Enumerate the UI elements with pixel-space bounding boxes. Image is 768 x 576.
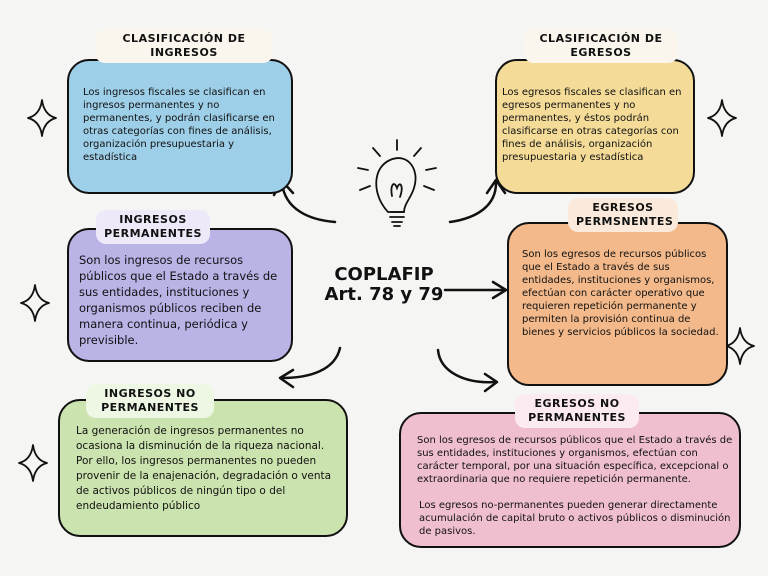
center-title [318,265,450,305]
sparkle-icon [708,100,736,136]
clasificacion-egresos-title: CLASIFICACIÓN DE EGRESOS [524,29,678,63]
sparkle-icon [28,100,56,136]
egresos-permanentes-title: EGRESOS PERMSNENTES [568,198,678,232]
sparkle-icon [726,328,754,364]
ingresos-no-permanentes-title: INGRESOS NO PERMANENTES [86,384,214,418]
clasificacion-ingresos-title: CLASIFICACIÓN DE INGRESOS [95,29,273,63]
egresos-permanentes-text: Son los egresos de recursos públicos que el Estado a través de sus entidades, instituciones y organismos, efectúan con carácter operativo que requieren repetición permanente y permiten la provisión continua de bienes y servicios públicos la sociedad. [522,249,719,338]
egresos-no-permanentes-text-2: Los egresos no-permanentes pueden generar directamente acumulación de capital bruto o activos públicos o disminución de pasivos. [419,500,731,537]
arrow-to-egresos-no-permanentes [438,350,496,382]
sparkle-icon [21,285,49,321]
egresos-no-permanentes-text: Son los egresos de recursos públicos que el Estado a través de sus entidades, instituciones y organismos, efectúan con carácter temporal, por una situación específica, excepcional o extraordinaria que no requiere repetición permanente. [417,435,733,485]
clasificacion-ingresos-text: Los ingresos fiscales se clasifican en ingresos permanentes y no permanentes, y podrán clasificarse en otras categorías con fines de análisis, organización presupuestaria y estadística [83,87,275,163]
ingresos-permanentes-text: Son los ingresos de recursos públicos que el Estado a través de sus entidades, instituciones y organismos públicos reciben de manera continua, periódica y previsible. [79,253,278,347]
arrow-to-ingresos-no-permanentes [282,348,340,378]
light-bulb-icon [358,140,436,226]
egresos-no-permanentes-title: EGRESOS NO PERMANENTES [515,394,639,428]
center-title-line2: Art. 78 y 79 [324,284,444,305]
clasificacion-egresos-text: Los egresos fiscales se clasifican en egresos permanentes y no permanentes, y éstos podrán clasificarse en otras categorías con fines de análisis, organización presupuestaria y estadística [502,87,682,163]
ingresos-permanentes-title: INGRESOS PERMANENTES [96,210,210,244]
center-title-line1: COPLAFIP [334,264,434,285]
ingresos-no-permanentes-text: La generación de ingresos permanentes no ocasiona la disminución de la riqueza nacional. Por ello, los ingresos permanentes no pueden provenir de la enajenación, degradación o venta de activos públicos de ningún tipo o del endeudamiento público [76,425,332,512]
sparkle-icon [19,445,47,481]
